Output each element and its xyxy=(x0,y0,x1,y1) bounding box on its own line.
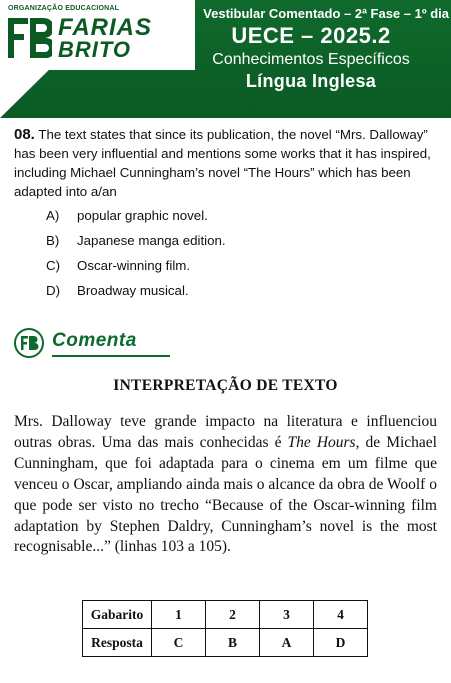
brand-logo xyxy=(8,5,208,65)
option-text: Oscar-winning film. xyxy=(77,258,191,273)
answer-key-answer: D xyxy=(314,629,368,657)
answer-key-table xyxy=(82,600,368,657)
commentary-italic-title: The Hours xyxy=(287,433,356,451)
option-letter: C) xyxy=(46,258,61,273)
option-letter: D) xyxy=(46,283,61,298)
brand-name-line2: BRITO xyxy=(58,37,132,62)
option-d xyxy=(14,283,434,308)
question-stem xyxy=(14,125,442,201)
commentary-text xyxy=(14,412,437,558)
option-a xyxy=(14,208,434,233)
commentary-part2: , de Michael Cunningham, que foi adaptada para o cinema em um filme que venceu o Oscar, ampliando ainda mais o alcance da obra de Woolf o que pode ser visto no trecho “Because of the Oscar-winning film adaptation by Stephen Daldry, Cunningham’s novel is the most recognisable...” (linhas 103 a 105). xyxy=(14,433,437,556)
commentary-part1: Mrs. Dalloway teve grande impacto na literatura e influenciou outras obras. Uma das mais conhecidas é xyxy=(14,413,437,451)
exam-title: Vestibular Comentado – 2ª Fase – 1º dia xyxy=(203,6,449,21)
comenta-label: Comenta xyxy=(52,330,137,351)
option-c xyxy=(14,258,434,283)
option-text: popular graphic novel. xyxy=(77,208,208,223)
comenta-badge xyxy=(14,326,174,360)
answer-key-header-resposta: Resposta xyxy=(83,629,152,657)
farias-brito-emblem-icon xyxy=(14,328,44,358)
farias-brito-logo-icon xyxy=(8,16,52,60)
answer-key-number: 1 xyxy=(152,601,206,629)
answer-key-row-answers xyxy=(83,629,368,657)
option-b xyxy=(14,233,434,258)
answer-key-answer: B xyxy=(206,629,260,657)
answer-key-header-gabarito: Gabarito xyxy=(83,601,152,629)
comenta-underline xyxy=(52,355,170,357)
commentary-title: INTERPRETAÇÃO DE TEXTO xyxy=(113,377,338,394)
answer-options xyxy=(14,208,434,308)
option-letter: A) xyxy=(46,208,60,223)
answer-key-answer: A xyxy=(260,629,314,657)
option-letter: B) xyxy=(46,233,60,248)
option-text: Broadway musical. xyxy=(77,283,189,298)
question-text: The text states that since its publication, the novel “Mrs. Dalloway” has been very influential and mentions some works that it has inspired, including Michael Cunningham’s novel “The Hours” which has been adapted into a/an xyxy=(14,127,431,199)
exam-edition: UECE – 2025.2 xyxy=(231,23,391,48)
answer-key-number: 3 xyxy=(260,601,314,629)
logo-org-label: ORGANIZAÇÃO EDUCACIONAL xyxy=(8,5,120,12)
exam-area: Conhecimentos Específicos xyxy=(212,51,410,68)
exam-subject: Língua Inglesa xyxy=(245,71,377,91)
page-header xyxy=(0,0,451,118)
answer-key-row-numbers xyxy=(83,601,368,629)
header-titles xyxy=(181,6,449,92)
answer-key-number: 2 xyxy=(206,601,260,629)
answer-key-number: 4 xyxy=(314,601,368,629)
answer-key-answer: C xyxy=(152,629,206,657)
option-text: Japanese manga edition. xyxy=(77,233,226,248)
brand-name-line1: FARIAS xyxy=(58,14,153,41)
question-number: 08. xyxy=(14,126,35,143)
